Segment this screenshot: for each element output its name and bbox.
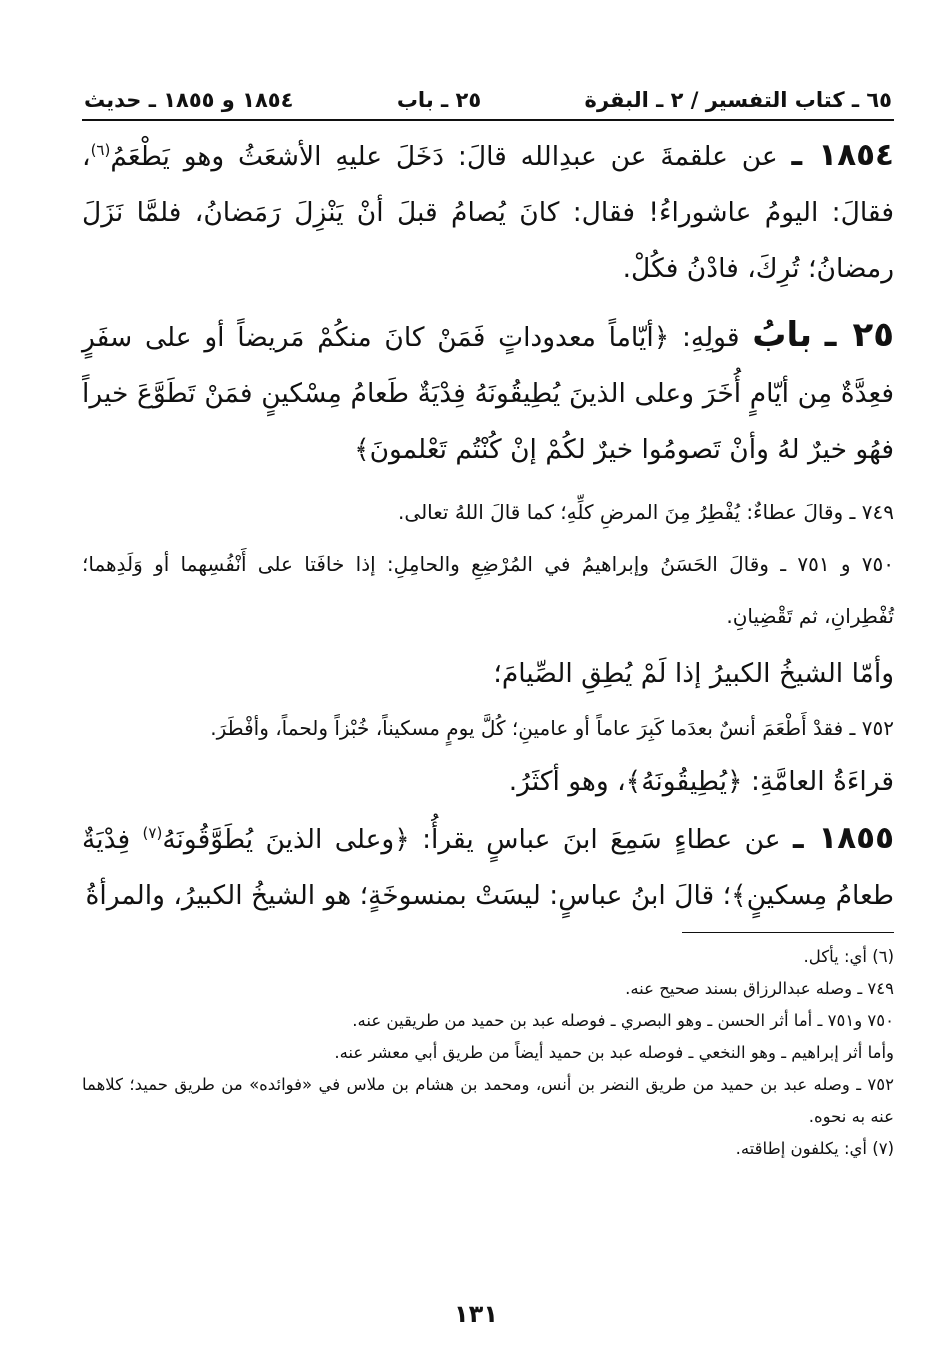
footnote-mark-7: (٧) [142,824,163,843]
running-header [82,80,894,121]
hadith-1854-number: ١٨٥٤ ـ [791,137,894,173]
header-hadith-range: ١٨٥٤ و ١٨٥٥ ـ حديث [84,88,294,112]
footnote-7: (٧) أي: يكلفون إطاقته. [735,1139,894,1158]
hadith-1855-number: ١٨٥٥ ـ [792,820,894,856]
header-book-title: ٦٥ ـ كتاب التفسير / ٢ ـ البقرة [584,88,892,112]
chapter-25 [82,307,894,478]
hadith-1854-text-a: عن علقمةَ عن عبدِالله قالَ: دَخَلَ عليهِ الأشعَثُ وهو يَطْعَمُ [110,141,778,172]
page-number: ١٣١ [454,1300,498,1328]
header-chapter: ٢٥ ـ باب [396,88,482,112]
footnote-749: ٧٤٩ ـ وصله عبدالرزاق بسند صحيح عنه. [625,979,894,998]
athar-749: ٧٤٩ ـ وقالَ عطاءٌ: يُفْطِرُ مِنَ المرضِ كلِّهِ؛ كما قالَ اللهُ تعالى. [398,500,894,524]
hadith-1855 [82,810,894,924]
chapter-25-verse: قولِهِ: ﴿أيّاماً معدوداتٍ فَمَنْ كانَ منكُمْ مَريضاً أو على سفَرٍ فعِدَّةٌ مِن أيّامٍ أُخَرَ وعلى الذينَ يُطِيقُونَهُ فِدْيَةٌ طَعامُ مِسْكينٍ فمَنْ تَطَوَّعَ خيراً فهُو خيرٌ لهُ وأنْ تَصومُوا خيرٌ لكُمْ إنْ كُنْتُم تَعْلمونَ﴾ [82,322,894,465]
athar-750-751: ٧٥٠ و ٧٥١ ـ وقالَ الحَسَنُ وإبراهيمُ في المُرْضِعِ والحامِلِ: إذا خافَتا على أَنْفُسِهما أو وَلَدِهما؛ تُفْطِرانِ، ثم تَقْضِيانِ. [82,552,895,628]
footnote-6: (٦) أي: يأكل. [803,947,894,966]
hadith-1855-text-b: فِدْيَةٌ طعامُ مِسكينٍ﴾؛ قالَ ابنُ عباسٍ: ليسَتْ بمنسوخَةٍ؛ هو الشيخُ الكبيرُ، والمرأةُ [82,824,894,911]
athar-752: ٧٥٢ ـ فقدْ أَطْعَمَ أنسٌ بعدَما كَبِرَ عاماً أو عامينِ؛ كُلَّ يومٍ مسكيناً، خُبْزاً ولحماً، وأفْطَرَ. [210,716,894,740]
footnote-divider [682,932,894,933]
qiraa-line: قراءَةُ العامَّةِ: ﴿يُطِيقُونَهُ﴾، وهو أكثَرُ. [508,766,894,797]
footnote-750-751: ٧٥٠ و٧٥١ ـ أما أثر الحسن ـ وهو البصري ـ فوصله عبد بن حميد من طريقين عنه. [352,1011,894,1030]
footnote-mark-6: (٦) [90,141,111,160]
shaykh-line: وأمّا الشيخُ الكبيرُ إذا لَمْ يُطِقِ الصِّيامَ؛ [493,658,894,689]
book-page [82,80,894,1165]
hadith-1854-text-b: ، فقالَ: اليومُ عاشوراءُ! فقال: كانَ يُصامُ قبلَ أنْ يَنْزِلَ رَمَضانُ، فلمَّا نَزَلَ رمضانُ؛ تُرِكَ، فادْنُ فكُلْ. [82,141,894,284]
footnotes [82,941,894,1165]
hadith-1854 [82,127,894,297]
footnote-ibrahim: وأما أثر إبراهيم ـ وهو النخعي ـ فوصله عبد بن حميد أيضاً من طريق أبي معشر عنه. [334,1043,894,1062]
chapter-25-number: ٢٥ ـ [824,315,894,355]
chapter-25-word: بابُ [752,315,812,355]
footnote-752: ٧٥٢ ـ وصله عبد بن حميد من طريق النضر بن أنس، ومحمد بن هشام بن ملاس في «فوائده» من طريق حميد؛ كلاهما عنه به نحوه. [82,1075,894,1126]
hadith-1855-text-a: عن عطاءٍ سَمِعَ ابنَ عباسٍ يقرأُ: ﴿وعلى الذينَ يُطَوَّقُونَهُ [162,824,781,855]
